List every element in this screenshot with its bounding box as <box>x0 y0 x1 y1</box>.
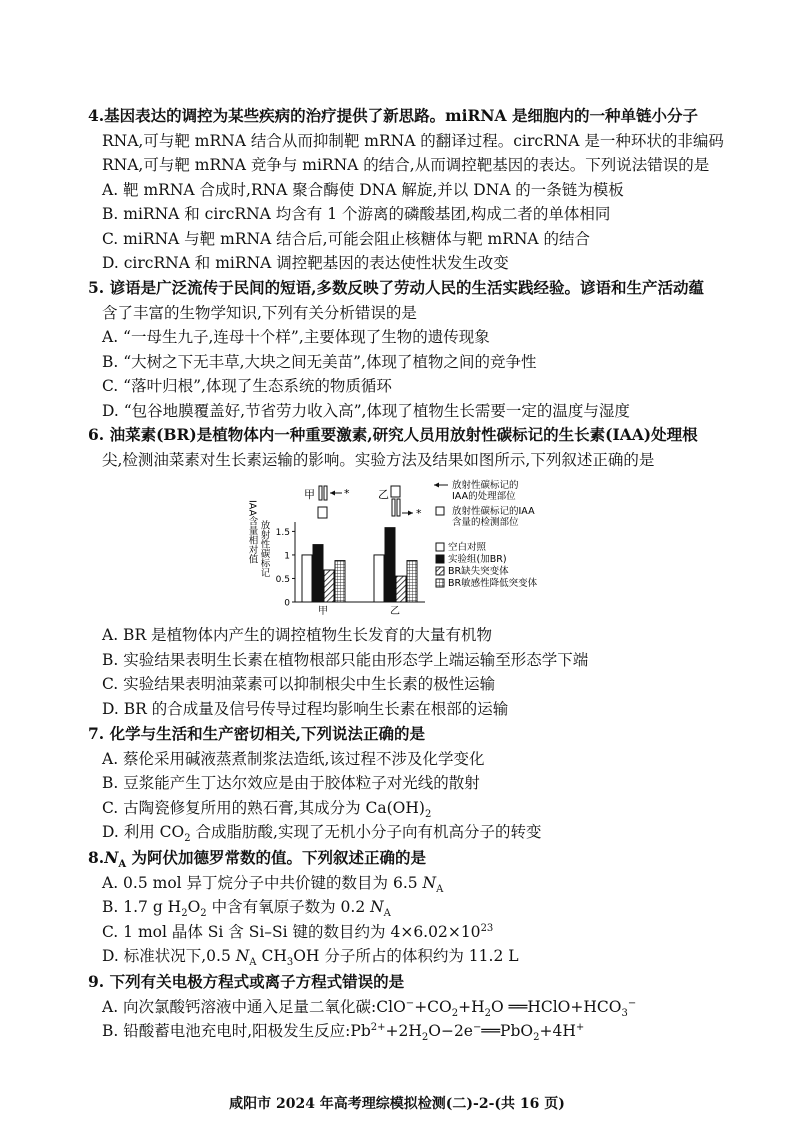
q7-option-c <box>88 796 728 821</box>
bar-grid-0 <box>335 561 345 602</box>
q8-option-d-text3: OH 分子所占的体积约为 11.2 L <box>293 947 519 965</box>
q9-b-t5: +4H <box>539 1022 576 1040</box>
q9-b-sup3: + <box>575 1021 585 1033</box>
q9-a-t4: O ══HClO+HCO <box>491 997 622 1016</box>
bar-hatch-0 <box>324 570 334 602</box>
bar-solid-0 <box>313 545 323 602</box>
question-4 <box>88 104 728 276</box>
q4-option-a: A. 靶 mRNA 合成时,RNA 聚合酶使 DNA 解旋,并以 DNA 的一条链为模板 <box>102 180 624 199</box>
star-marker: * <box>344 487 350 500</box>
q6-stem-line: 6. 油菜素(BR)是植物体内一种重要激素,研究人员用放射性碳标记的生长素(IAA)处理根 <box>88 425 698 444</box>
q8-stem-line <box>88 846 728 871</box>
na-subscript: A <box>249 957 257 969</box>
q8-option-b-text3: 中含有氧原子数为 0.2 <box>206 898 371 916</box>
bar-blank-1 <box>374 555 384 602</box>
q7-option-d-text2: 合成脂肪酸,实现了无机小分子向有机高分子的转变 <box>190 823 542 841</box>
q8-option-b-text: B. 1.7 g H <box>102 898 182 916</box>
q6-option-b: B. 实验结果表明生长素在植物根部只能由形态学上端运输至形态学下端 <box>102 650 589 669</box>
diagram-legend <box>434 479 535 528</box>
q9-a-sub2: 2 <box>484 1007 492 1019</box>
legend-swatch-hatch <box>436 567 444 575</box>
q5-stem-line: 5. 谚语是广泛流传于民间的短语,多数反映了劳动人民的生活实践经验。谚语和生产活动蕴 <box>88 278 704 297</box>
chart-legend <box>436 541 538 589</box>
q7-option-c-text: C. 古陶瓷修复所用的熟石膏,其成分为 Ca(OH) <box>102 798 425 817</box>
q8-number: 8. <box>88 848 105 867</box>
q9-b-t4: ══PbO <box>481 1022 534 1040</box>
q7-option-d-text: D. 利用 CO <box>102 823 185 841</box>
q9-a-sup1: − <box>405 997 415 1009</box>
question-8 <box>88 846 728 969</box>
q9-a-sub1: 2 <box>451 1007 459 1019</box>
y-axis-label-line2: IAA含量相对值 <box>246 500 258 564</box>
legend-label: 实验组(加BR) <box>448 554 507 565</box>
sub-3: 3 <box>286 957 294 969</box>
legend-swatch-solid <box>436 555 444 563</box>
question-7 <box>88 722 728 845</box>
q7-option-a: A. 蔡伦采用碱液蒸煮制浆法造纸,该过程不涉及化学变化 <box>102 749 485 768</box>
legend-label: 空白对照 <box>448 542 487 553</box>
q5-option-c: C. “落叶归根”,体现了生态系统的物质循环 <box>102 377 392 395</box>
q6-option-c: C. 实验结果表明油菜素可以抑制根尖中生长素的极性运输 <box>102 675 496 693</box>
q4-option-d: D. circRNA 和 miRNA 调控靶基因的表达使性状发生改变 <box>102 254 509 272</box>
q8-option-d-text2: CH <box>256 947 287 965</box>
q9-a-sup3: − <box>627 997 637 1009</box>
na-symbol: N <box>235 947 250 965</box>
na-subscript: A <box>118 859 127 871</box>
q9-a-t3: +H <box>458 997 485 1016</box>
q9-a-t2: +CO <box>414 997 452 1016</box>
q4-option-c: C. miRNA 与靶 mRNA 结合后,可能会阻止核糖体与靶 mRNA 的结合 <box>102 229 591 248</box>
na-subscript: A <box>383 908 391 920</box>
bar-chart <box>276 522 425 617</box>
root-diagram-a <box>304 486 350 518</box>
q7-option-c-sub: 2 <box>424 808 432 820</box>
q5-option-a: A. “一母生九子,连母十个样”,主要体现了生物的遗传现象 <box>102 328 490 346</box>
q9-b-sub2: 2 <box>533 1032 540 1044</box>
q5-stem-line: 含了丰富的生物学知识,下列有关分析错误的是 <box>102 303 417 322</box>
x-category-label: 乙 <box>390 606 400 617</box>
q9-b-sub1: 2 <box>421 1032 429 1044</box>
y-tick-label: 1 <box>284 551 290 562</box>
q8-option-c-text: C. 1 mol 晶体 Si 含 Si–Si 键的数目约为 4×6.02×10 <box>102 922 481 941</box>
q9-a-t1: A. 向次氯酸钙溶液中通入足量二氧化碳:ClO <box>102 997 406 1016</box>
x-category-label: 甲 <box>318 606 328 617</box>
bar-solid-1 <box>385 528 395 602</box>
page-footer: 咸阳市 2024 年高考理综模拟检测(二)-2-(共 16 页) <box>229 1096 565 1112</box>
q9-option-a <box>88 995 728 1020</box>
question-6 <box>88 423 728 472</box>
na-subscript: A <box>436 883 444 895</box>
q9-stem-line: 9. 下列有关电极方程式或离子方程式错误的是 <box>88 972 405 991</box>
diagram-label-a: 甲 <box>304 488 315 501</box>
diagram-label-b: 乙 <box>378 488 389 501</box>
legend-swatch-blank <box>436 543 444 551</box>
sup-23: 23 <box>480 922 494 934</box>
q8-option-d <box>88 944 728 969</box>
star-marker: * <box>416 507 422 520</box>
q8-option-b-text2: O <box>187 898 201 916</box>
legend-treat-line1: 放射性碳标记的 <box>452 480 519 491</box>
y-tick-label: 1.5 <box>275 527 290 538</box>
q4-option-b: B. miRNA 和 circRNA 均含有 1 个游离的磷酸基团,构成二者的单体相同 <box>102 205 611 223</box>
y-axis-label-line1: 放射性碳标记 <box>258 520 270 577</box>
q9-b-sup1: 2+ <box>370 1021 386 1033</box>
q6-figure <box>246 480 580 628</box>
q5-option-b: B. “大树之下无丰草,大块之间无美苗”,体现了植物之间的竞争性 <box>102 352 537 371</box>
y-tick-label: 0 <box>284 598 290 609</box>
q8-option-b <box>88 895 728 920</box>
q4-stem-line: RNA,可与靶 mRNA 结合从而抑制靶 mRNA 的翻译过程。circRNA 是一种环状的非编码 <box>102 131 724 150</box>
q6-stem-line: 尖,检测油菜素对生长素运输的影响。实验方法及结果如图所示,下列叙述正确的是 <box>102 450 655 469</box>
q7-option-d <box>88 820 728 845</box>
q9-b-sup2: − <box>472 1021 482 1033</box>
q4-stem-line: 4.基因表达的调控为某些疾病的治疗提供了新思路。miRNA 是细胞内的一种单链小分子 <box>88 106 698 125</box>
legend-detect-line2: 含量的检测部位 <box>452 517 519 528</box>
q9-option-b <box>88 1019 728 1044</box>
q9-b-t1: B. 铅酸蓄电池充电时,阳极发生反应:Pb <box>102 1022 371 1040</box>
bar-blank-0 <box>302 555 312 602</box>
sub-2: 2 <box>200 908 207 920</box>
q7-stem-line: 7. 化学与生活和生产密切相关,下列说法正确的是 <box>88 724 425 743</box>
y-tick-label: 0.5 <box>275 574 290 585</box>
q6-option-a: A. BR 是植物体内产生的调控植物生长发育的大量有机物 <box>102 626 493 644</box>
q8-stem-text: 为阿伏加德罗常数的值。下列叙述正确的是 <box>126 848 427 867</box>
bar-hatch-1 <box>396 576 406 602</box>
legend-swatch-grid <box>436 579 444 587</box>
legend-detect-line1: 放射性碳标记的IAA <box>452 506 535 517</box>
q8-option-a-text: A. 0.5 mol 异丁烷分子中共价键的数目为 6.5 <box>102 873 423 892</box>
na-symbol: N <box>422 873 437 892</box>
legend-label: BR缺失突变体 <box>448 566 509 577</box>
question-6-options <box>88 623 728 721</box>
na-symbol: N <box>104 848 119 867</box>
question-9 <box>88 970 728 1044</box>
y-axis-label <box>247 500 271 577</box>
q9-b-t3: O−2e <box>428 1022 473 1040</box>
q5-option-d: D. “包谷地膜覆盖好,节省劳力收入高”,体现了植物生长需要一定的温度与湿度 <box>102 401 630 420</box>
q7-option-d-sub: 2 <box>184 833 191 845</box>
legend-treat-line2: IAA的处理部位 <box>452 491 516 502</box>
question-5 <box>88 276 728 423</box>
q7-option-b: B. 豆浆能产生丁达尔效应是由于胶体粒子对光线的散射 <box>102 774 480 792</box>
q8-option-d-text: D. 标准状况下,0.5 <box>102 947 236 965</box>
q9-b-t2: +2H <box>385 1022 422 1040</box>
q9-a-sub3: 3 <box>621 1007 628 1019</box>
bar-grid-1 <box>407 561 417 602</box>
q8-option-c <box>88 920 728 945</box>
root-diagram-b <box>378 486 422 520</box>
q6-option-d: D. BR 的合成量及信号传导过程均影响生长素在根部的运输 <box>102 699 509 718</box>
na-symbol: N <box>370 898 384 916</box>
legend-label: BR敏感性降低突变体 <box>448 578 538 589</box>
q8-option-a <box>88 871 728 896</box>
q4-stem-line: RNA,可与靶 mRNA 竞争与 miRNA 的结合,从而调控靶基因的表达。下列说法错误的是 <box>102 156 710 174</box>
sub-2: 2 <box>181 908 188 920</box>
